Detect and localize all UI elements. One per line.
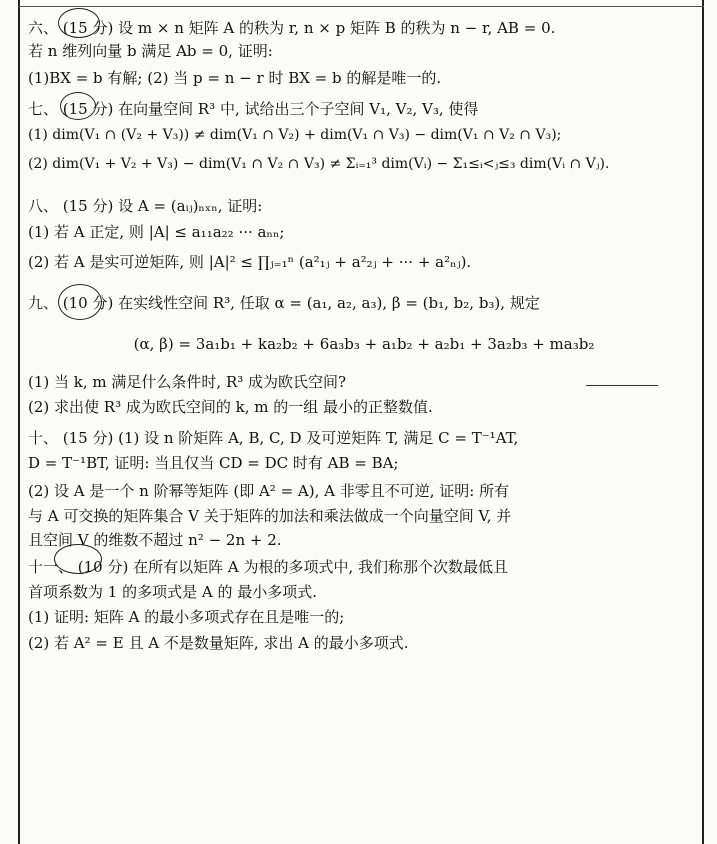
problem-8-title: 八、 (15 分) 设 A = (aᵢⱼ)ₙₓₙ, 证明: bbox=[28, 197, 263, 215]
page-border-left bbox=[18, 0, 20, 844]
problem-7-title: 七、 (15 分) 在向量空间 R³ 中, 试给出三个子空间 V₁, V₂, V₃, 使得 bbox=[28, 100, 479, 118]
problem-10-line-4: 与 A 可交换的矩阵集合 V 关于矩阵的加法和乘法做成一个向量空间 V, 并 bbox=[28, 507, 512, 525]
problem-11-line-4: (2) 若 A² = E 且 A 不是数量矩阵, 求出 A 的最小多项式. bbox=[28, 634, 409, 652]
problem-6-line-2: 若 n 维列向量 b 满足 Ab = 0, 证明: bbox=[28, 42, 273, 60]
problem-8-line-3: (2) 若 A 是实可逆矩阵, 则 |A|² ≤ ∏ⱼ₌₁ⁿ (a²₁ⱼ + a²₂ⱼ + ··· + a²ₙⱼ). bbox=[28, 253, 472, 271]
problem-7-line-2: (1) dim(V₁ ∩ (V₂ + V₃)) ≠ dim(V₁ ∩ V₂) + dim(V₁ ∩ V₃) − dim(V₁ ∩ V₂ ∩ V₃); bbox=[28, 127, 562, 143]
problem-10-line-3: (2) 设 A 是一个 n 阶幂等矩阵 (即 A² = A), A 非零且不可逆, 证明: 所有 bbox=[28, 482, 510, 500]
problem-8-line-2: (1) 若 A 正定, 则 |A| ≤ a₁₁a₂₂ ··· aₙₙ; bbox=[28, 223, 285, 241]
problem-9-formula: (α, β) = 3a₁b₁ + ka₂b₂ + 6a₃b₃ + a₁b₂ + a₂b₁ + 3a₂b₃ + ma₃b₂ bbox=[133, 335, 595, 353]
problem-11-title: 十一、 (10 分) 在所有以矩阵 A 为根的多项式中, 我们称那个次数最低且 bbox=[28, 558, 509, 576]
problem-6-title: 六、 (15 分) 设 m × n 矩阵 A 的秩为 r, n × p 矩阵 B 的秩为 n − r, AB = 0. bbox=[28, 19, 556, 37]
page-border-top bbox=[18, 6, 704, 7]
problem-9-line-3: (1) 当 k, m 满足什么条件时, R³ 成为欧氏空间? bbox=[28, 373, 347, 391]
problem-9-line-4: (2) 求出使 R³ 成为欧氏空间的 k, m 的一组 最小的正整数值. bbox=[28, 398, 433, 416]
problem-6-line-3: (1)BX = b 有解; (2) 当 p = n − r 时 BX = b 的解是唯一的. bbox=[28, 69, 442, 87]
problem-11-line-2: 首项系数为 1 的多项式是 A 的 最小多项式. bbox=[28, 583, 317, 601]
page-border-right bbox=[702, 0, 704, 844]
problem-10-line-5: 且空间 V 的维数不超过 n² − 2n + 2. bbox=[28, 531, 282, 549]
problem-7-line-3: (2) dim(V₁ + V₂ + V₃) − dim(V₁ ∩ V₂ ∩ V₃) ≠ Σᵢ₌₁³ dim(Vᵢ) − Σ₁≤ᵢ<ⱼ≤₃ dim(Vᵢ ∩ Vⱼ). bbox=[28, 156, 610, 172]
problem-10-line-2: D = T⁻¹BT, 证明: 当且仅当 CD = DC 时有 AB = BA; bbox=[28, 454, 399, 472]
problem-10-title: 十、 (15 分) (1) 设 n 阶矩阵 A, B, C, D 及可逆矩阵 T, 满足 C = T⁻¹AT, bbox=[28, 429, 519, 447]
problem-9-title: 九、 (10 分) 在实线性空间 R³, 任取 α = (a₁, a₂, a₃), β = (b₁, b₂, b₃), 规定 bbox=[28, 294, 540, 312]
problem-11-line-3: (1) 证明: 矩阵 A 的最小多项式存在且是唯一的; bbox=[28, 608, 345, 626]
